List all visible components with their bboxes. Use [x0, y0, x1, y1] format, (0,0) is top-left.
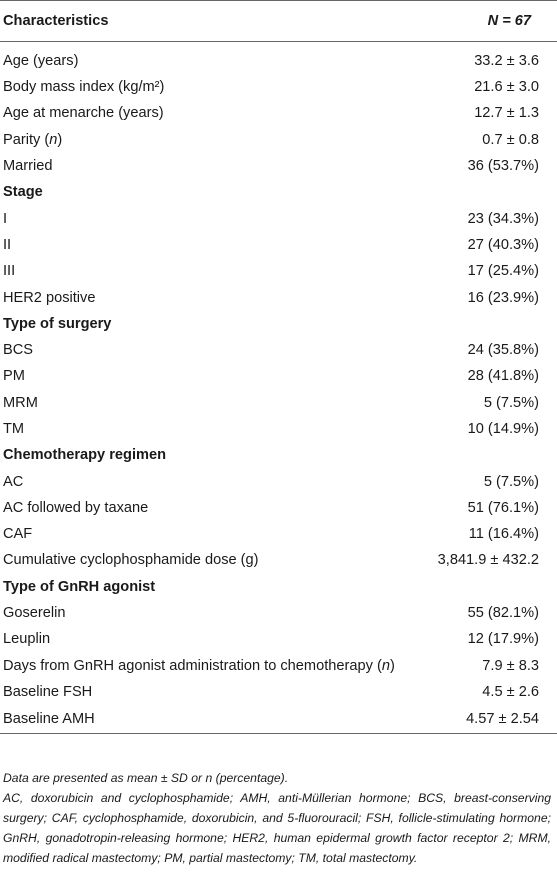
row-value: 4.5 ± 2.6 [482, 683, 539, 700]
row-label: Body mass index (kg/m²) [3, 79, 165, 96]
row-value: 12 (17.9%) [467, 631, 539, 648]
section-label: Type of GnRH agonist [3, 578, 156, 595]
row-label: TM [3, 421, 25, 437]
row-label: BCS [3, 342, 34, 359]
section-label: Chemotherapy regimen [3, 447, 167, 464]
table-row [0, 390, 557, 416]
row-value: 55 (82.1%) [467, 605, 539, 622]
table-row [0, 258, 557, 284]
row-label: Cumulative cyclophosphamide dose (g) [3, 552, 259, 569]
table-row [0, 101, 557, 127]
table-row [0, 153, 557, 179]
table-row [0, 206, 557, 232]
row-value: 7.9 ± 8.3 [482, 657, 539, 674]
row-value: 21.6 ± 3.0 [474, 79, 539, 96]
table-row [0, 232, 557, 258]
row-label: MRM [3, 394, 38, 411]
row-label: AC followed by taxane [3, 499, 149, 516]
table-row [0, 74, 557, 100]
row-value: 27 (40.3%) [467, 236, 539, 253]
section-header-row [0, 179, 557, 205]
table-header-row [0, 1, 557, 42]
row-label: HER2 positive [3, 289, 96, 306]
row-value: 3,841.9 ± 432.2 [437, 552, 539, 569]
row-value: 16 (23.9%) [467, 289, 539, 306]
row-value: 33.2 ± 3.6 [474, 52, 539, 69]
footnote-data-presentation: Data are presented as mean ± SD or n (percentage). [3, 771, 289, 785]
header-characteristics: Characteristics [0, 1, 428, 42]
table-row [0, 416, 557, 442]
row-value [428, 574, 557, 600]
table-row [0, 627, 557, 653]
table-row [0, 600, 557, 626]
row-label: Parity (n) [3, 131, 63, 148]
table-row [0, 285, 557, 311]
table-row [0, 337, 557, 363]
row-label: PM [3, 368, 25, 385]
row-value: 0.7 ± 0.8 [482, 131, 539, 148]
row-value: 28 (41.8%) [467, 368, 539, 385]
table-row [0, 127, 557, 153]
row-label: AC [3, 473, 24, 490]
section-header-row [0, 574, 557, 600]
row-value: 23 (34.3%) [467, 210, 539, 227]
row-value: 11 (16.4%) [468, 526, 539, 543]
section-header-row [0, 311, 557, 337]
row-label: Age (years) [3, 52, 79, 69]
row-label: Age at menarche (years) [3, 105, 164, 122]
table-footnotes [3, 762, 551, 868]
table-row [0, 364, 557, 390]
row-value: 12.7 ± 1.3 [474, 105, 539, 122]
row-value: 17 (25.4%) [467, 263, 539, 280]
row-label: CAF [3, 526, 33, 543]
header-n-text: N = 67 [487, 12, 531, 29]
row-value: 36 (53.7%) [467, 158, 539, 175]
table-row [0, 495, 557, 521]
row-label: II [3, 236, 12, 253]
header-n [428, 1, 557, 42]
row-label: Baseline FSH [3, 683, 93, 700]
table-row [0, 653, 557, 679]
section-header-row [0, 442, 557, 468]
row-label: Married [3, 158, 53, 175]
table-row [0, 469, 557, 495]
row-label: III [3, 263, 16, 280]
row-value [428, 179, 557, 205]
row-label: Baseline AMH [0, 705, 428, 734]
table-row [0, 679, 557, 705]
row-value: 5 (7.5%) [483, 394, 539, 411]
table-row [0, 42, 557, 75]
row-label: Leuplin [3, 631, 51, 648]
row-value [428, 311, 557, 337]
section-label: Stage [3, 184, 43, 201]
table-row [0, 521, 557, 547]
row-value [428, 442, 557, 468]
footnote-abbreviations: AC, doxorubicin and cyclophosphamide; AMH, anti-Müllerian hormone; BCS, breast-conserving surgery; CAF, cyclophosphamide, doxorubicin, and 5-fluorouracil; FSH, follicle-stimulating hormone; GnRH, gonadotropin-releasing hormone; HER2, human epidermal growth factor receptor 2; MRM, modified radical mastectomy; PM, partial mastectomy; TM, total mastectomy. [3, 791, 551, 865]
row-label: Goserelin [3, 605, 66, 622]
row-value: 5 (7.5%) [483, 473, 539, 490]
section-label: Type of surgery [3, 315, 112, 332]
row-label: I [3, 210, 8, 227]
table-row [0, 705, 557, 734]
row-value: 4.57 ± 2.54 [428, 705, 557, 734]
row-value: 10 (14.9%) [467, 421, 539, 437]
row-label: Days from GnRH agonist administration to chemotherapy (n) [3, 657, 395, 674]
table-row [0, 548, 557, 574]
row-value: 51 (76.1%) [467, 499, 539, 516]
row-value: 24 (35.8%) [467, 342, 539, 359]
